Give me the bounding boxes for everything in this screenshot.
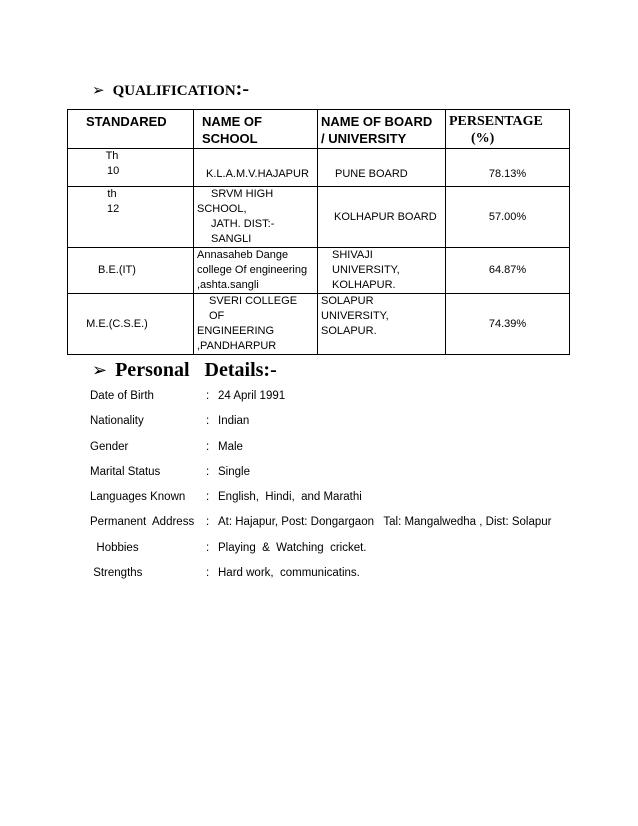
detail-value: At: Hajapur, Post: Dongargaon Tal: Mangalwedha , Dist: Solapur: [218, 516, 552, 529]
school-line: K.L.A.M.V.HAJAPUR: [206, 168, 309, 180]
header-board-line1: NAME OF BOARD: [321, 114, 433, 129]
cell-standard: [68, 149, 194, 187]
cell-board: [318, 149, 446, 187]
header-percentage-line2: (%): [471, 131, 495, 146]
detail-row-languages: [90, 491, 610, 516]
detail-row-strengths: [90, 567, 610, 592]
header-board-line2: / UNIVERSITY: [321, 131, 407, 146]
arrow-bullet-icon: ➢: [92, 81, 105, 99]
detail-label: Gender: [90, 440, 129, 453]
personal-details-heading-text: Personal Details:-: [115, 359, 277, 381]
qualification-table: [67, 109, 570, 355]
detail-colon: :: [206, 440, 210, 453]
table-row: [68, 187, 570, 248]
detail-label: Date of Birth: [90, 390, 154, 402]
school-line: Annasaheb Dange: [197, 249, 289, 261]
school-line: ,PANDHARPUR: [197, 340, 277, 352]
board-line: SHIVAJI UNIVERSITY,: [332, 249, 400, 276]
cell-school: [194, 294, 318, 355]
standard-superscript: Th: [105, 150, 119, 162]
school-line: ENGINEERING: [197, 325, 275, 337]
detail-row-marital-status: [90, 466, 610, 491]
cell-percentage: [446, 149, 570, 187]
board-line: SOLAPUR UNIVERSITY,: [321, 295, 389, 322]
header-percentage: [446, 110, 570, 149]
detail-value: Male: [218, 440, 243, 453]
percentage-value: 78.13%: [488, 168, 527, 180]
cell-standard: [68, 294, 194, 355]
board-line: SOLAPUR.: [321, 325, 377, 337]
detail-value: Hard work, communicatins.: [218, 567, 360, 580]
school-line: SCHOOL,: [197, 203, 247, 215]
school-line: ,ashta.sangli: [197, 279, 259, 291]
detail-label: Strengths: [90, 567, 143, 580]
table-header-row: [68, 110, 570, 149]
detail-row-address: [90, 516, 610, 541]
standard-superscript: th: [107, 188, 117, 200]
table-row: [68, 248, 570, 294]
detail-colon: :: [206, 390, 210, 402]
board-line: KOLHAPUR.: [332, 279, 396, 291]
school-line: SVERI COLLEGE OF: [209, 295, 298, 322]
header-standard: [68, 110, 194, 149]
school-line: JATH. DIST:- SANGLI: [211, 218, 275, 245]
detail-colon: :: [206, 415, 210, 428]
detail-value: Playing & Watching cricket.: [218, 541, 367, 554]
standard-value: 10: [107, 165, 120, 177]
cell-standard: [68, 187, 194, 248]
cell-board: [318, 187, 446, 248]
personal-details-list: [90, 390, 610, 592]
qualification-heading-text: QUALIFICATION: [112, 83, 236, 99]
school-line: SRVM HIGH: [211, 188, 274, 200]
arrow-bullet-icon: ➢: [92, 360, 108, 381]
detail-colon: :: [206, 491, 210, 504]
detail-value: English, Hindi, and Marathi: [218, 491, 362, 504]
personal-details-heading: [92, 359, 277, 382]
cell-school: [194, 248, 318, 294]
header-percentage-line1: PERSENTAGE: [449, 114, 543, 129]
standard-value: 12: [107, 203, 120, 215]
header-school-line1: NAME OF: [202, 114, 262, 129]
table-row: [68, 294, 570, 355]
cell-school: [194, 187, 318, 248]
detail-value: Indian: [218, 415, 250, 428]
detail-row-dob: [90, 390, 610, 415]
detail-value: 24 April 1991: [218, 390, 286, 402]
standard-value: B.E.(IT): [98, 264, 136, 276]
detail-label: Languages Known: [90, 491, 186, 504]
header-standard-text: STANDARED: [86, 114, 167, 129]
detail-row-hobbies: [90, 542, 610, 567]
percentage-value: 74.39%: [488, 317, 527, 330]
detail-row-nationality: [90, 415, 610, 440]
qualification-heading-suffix: :-: [235, 78, 249, 100]
cell-standard: [68, 248, 194, 294]
school-line: college Of engineering: [197, 264, 308, 276]
detail-label: Hobbies: [90, 541, 139, 554]
detail-label: Permanent Address: [90, 516, 195, 529]
detail-colon: :: [206, 541, 210, 554]
detail-row-gender: [90, 441, 610, 466]
percentage-value: 64.87%: [488, 264, 527, 276]
detail-label: Nationality: [90, 415, 144, 428]
cell-board: [318, 294, 446, 355]
standard-value: M.E.(C.S.E.): [86, 317, 148, 330]
detail-colon: :: [206, 567, 210, 580]
detail-label: Marital Status: [90, 465, 161, 478]
header-school: [194, 110, 318, 149]
cell-percentage: [446, 187, 570, 248]
header-school-line2: SCHOOL: [202, 131, 258, 146]
cell-percentage: [446, 294, 570, 355]
detail-colon: :: [206, 516, 210, 529]
header-board: [318, 110, 446, 149]
percentage-value: 57.00%: [488, 210, 527, 223]
board-line: PUNE BOARD: [335, 168, 408, 180]
table-row: [68, 149, 570, 187]
cell-percentage: [446, 248, 570, 294]
board-line: KOLHAPUR BOARD: [334, 210, 437, 223]
detail-value: Single: [218, 465, 250, 478]
qualification-heading: [92, 78, 249, 101]
cell-school: [194, 149, 318, 187]
detail-colon: :: [206, 465, 210, 478]
cell-board: [318, 248, 446, 294]
